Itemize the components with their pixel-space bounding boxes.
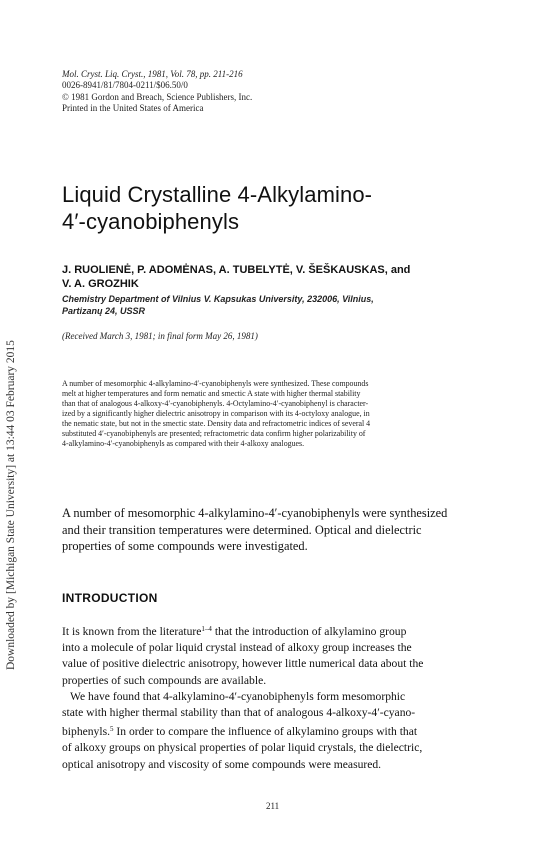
abstract-line: A number of mesomorphic 4-alkylamino-4′-cyanobiphenyls were synthesized. These compounds: [62, 379, 369, 388]
affiliation-line-1: Chemistry Department of Vilnius V. Kapsukas University, 232006, Vilnius,: [62, 294, 374, 304]
intro-line: properties of such compounds are available.: [62, 673, 267, 687]
intro-text: It is known from the literature: [62, 625, 202, 638]
section-heading-introduction: INTRODUCTION: [62, 591, 158, 605]
intro-line: state with higher thermal stability than that of analogous 4-alkoxy-4′-cyano-: [62, 706, 416, 720]
issn-line: 0026-8941/81/7804-0211/$06.50/0: [62, 80, 188, 91]
authors-line-1: J. RUOLIENĖ, P. ADOMĖNAS, A. TUBELYTĖ, V. ŠEŠKAUSKAS, and: [62, 264, 411, 276]
lead-paragraph: [62, 505, 502, 555]
citation-superscript: 1–4: [201, 625, 212, 633]
lead-line: A number of mesomorphic 4-alkylamino-4′-cyanobiphenyls were synthesized: [62, 506, 448, 520]
lead-line: and their transition temperatures were determined. Optical and dielectric: [62, 522, 422, 537]
intro-line: [62, 621, 502, 640]
received-date: (Received March 3, 1981; in final form May 26, 1981): [62, 331, 258, 341]
journal-reference: Mol. Cryst. Liq. Cryst., 1981, Vol. 78, pp. 211-216: [62, 69, 243, 79]
journal-header: [62, 69, 252, 114]
intro-line: into a molecule of polar liquid crystal instead of alkoxy group increases the: [62, 641, 412, 655]
intro-text: In order to compare the influence of alkylamino groups with that: [113, 725, 418, 739]
intro-text: biphenyls.: [62, 725, 110, 739]
intro-line: [62, 721, 502, 740]
affiliation-line-2: Partizanų 24, USSR: [62, 305, 146, 316]
abstract-line: than that of analogous 4-alkoxy-4′-cyanobiphenyls. 4-Octylamino-4′-cyanobiphenyl is character-: [62, 399, 369, 408]
copyright-line: © 1981 Gordon and Breach, Science Publishers, Inc.: [62, 91, 253, 102]
intro-line: We have found that 4-alkylamino-4′-cyanobiphenyls form mesomorphic: [70, 689, 406, 703]
abstract-line: 4-alkylamino-4′-cyanobiphenyls as compared with their 4-alkoxy analogues.: [62, 439, 305, 448]
printed-line: Printed in the United States of America: [62, 102, 204, 113]
title-line-2: 4′-cyanobiphenyls: [62, 209, 240, 234]
abstract-line: ized by a significantly higher dielectric anisotropy in comparison with its 4-octyloxy analogue, in: [62, 409, 370, 418]
abstract-line: the nematic state, but not in the smectic state. Density data and refractometric indices of several 4: [62, 419, 371, 428]
article-title: [62, 181, 502, 235]
abstract: [62, 379, 502, 449]
intro-text: that the introduction of alkylamino group: [211, 625, 407, 638]
abstract-line: melt at higher temperatures and form nematic and smectic A state with higher thermal stability: [62, 389, 361, 398]
intro-line: of alkoxy groups on physical properties of polar liquid crystals, the dielectric,: [62, 741, 423, 755]
introduction-body: [62, 621, 502, 773]
intro-line: value of positive dielectric anisotropy, however little numerical data about the: [62, 657, 424, 671]
page-number: 211: [266, 801, 280, 811]
authors-line-2: V. A. GROZHIK: [62, 277, 139, 290]
affiliation: [62, 294, 502, 317]
lead-line: properties of some compounds were investigated.: [62, 539, 308, 553]
citation-superscript: 5: [109, 725, 114, 734]
abstract-line: substituted 4′-cyanobiphenyls are presented; refractometric data confirm higher polarizability of: [62, 429, 366, 438]
intro-line: optical anisotropy and viscosity of some compounds were measured.: [62, 757, 382, 771]
download-stamp: Downloaded by [Michigan State University] at 13:44 03 February 2015: [5, 340, 17, 670]
title-line-1: Liquid Crystalline 4-Alkylamino-: [62, 182, 373, 207]
author-list: [62, 264, 502, 291]
